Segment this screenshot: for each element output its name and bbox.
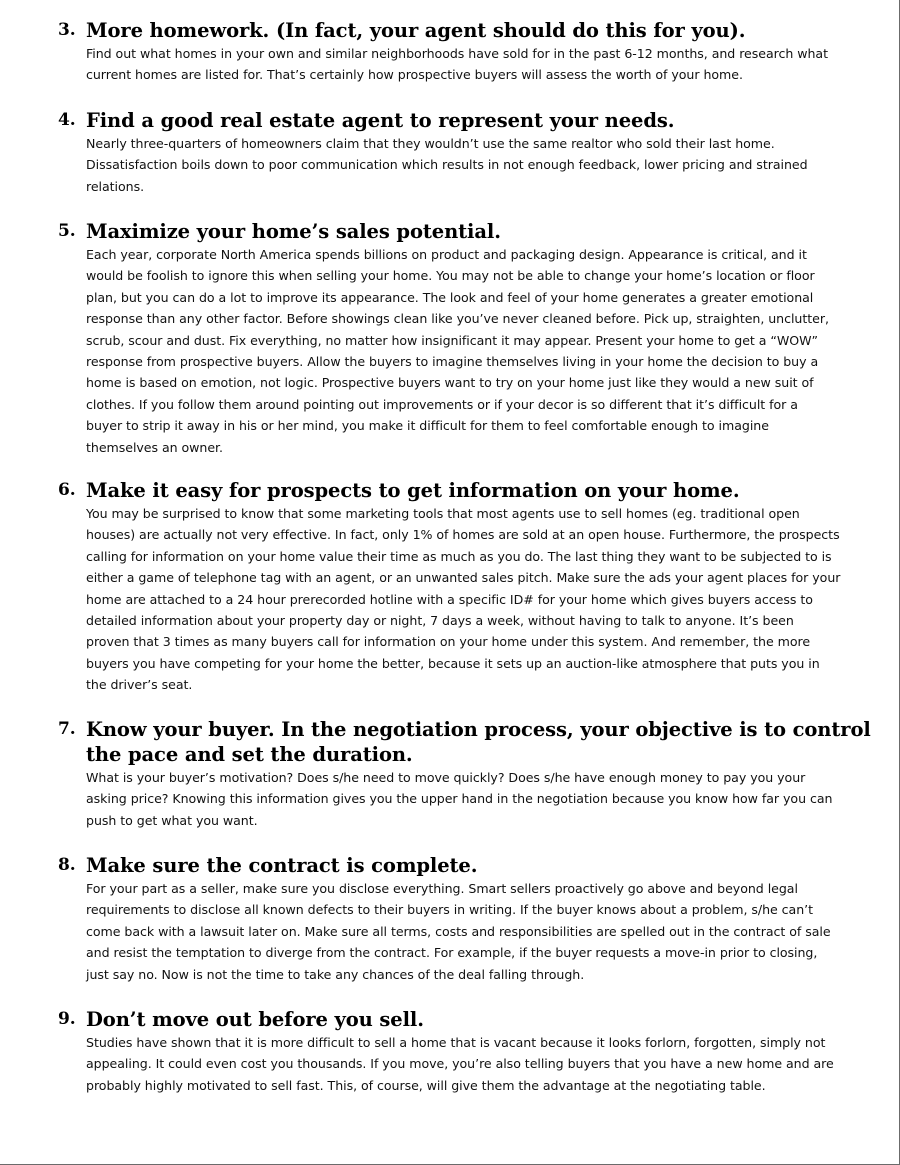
tip-6 (58, 478, 878, 696)
tip-title: Don’t move out before you sell. (86, 1008, 424, 1031)
body-line: home is based on emotion, not logic. Prospective buyers want to try on your home just like they would a new suit of (86, 375, 814, 391)
tip-number: 9. (58, 1009, 76, 1029)
tip-heading (58, 18, 878, 43)
tip-number: 8. (58, 855, 76, 875)
body-line: scrub, scour and dust. Fix everything, no matter how insignificant it may appear. Present your home to get a “WOW” (86, 332, 818, 348)
tip-body (86, 133, 878, 197)
body-line: Each year, corporate North America spends billions on product and packaging design. Appearance is critical, and it (86, 247, 807, 262)
tip-body (86, 244, 878, 458)
body-line: the driver’s seat. (86, 677, 193, 693)
tip-title: Know your buyer. In the negotiation process, your objective is to control the pace and set the duration. (86, 718, 871, 766)
body-line: relations. (86, 178, 145, 194)
body-line: buyer to strip it away in his or her mind, you make it difficult for them to feel comfortable enough to imagine (86, 418, 769, 434)
tip-number: 6. (58, 480, 76, 500)
tip-heading (58, 108, 878, 133)
body-line: Studies have shown that it is more difficult to sell a home that is vacant because it looks forlorn, forgotten, simply not (86, 1035, 826, 1050)
tip-title: Make it easy for prospects to get information on your home. (86, 479, 740, 502)
body-line: home are attached to a 24 hour prerecorded hotline with a specific ID# for your home which gives buyers access to (86, 591, 813, 607)
body-line: appealing. It could even cost you thousands. If you move, you’re also telling buyers that you have a new home and are (86, 1056, 834, 1072)
tip-body (86, 1032, 878, 1096)
body-line: You may be surprised to know that some marketing tools that most agents use to sell homes (eg. traditional open (86, 506, 800, 521)
body-line: clothes. If you follow them around pointing out improvements or if your decor is so different that it’s difficult for a (86, 396, 798, 412)
body-line: push to get what you want. (86, 812, 258, 828)
tip-8 (58, 853, 878, 985)
tip-body (86, 503, 878, 696)
tip-heading (58, 853, 878, 878)
body-line: would be foolish to ignore this when selling your home. You may not be able to change your home’s location or floor (86, 268, 815, 284)
tip-body (86, 767, 878, 831)
body-line: themselves an owner. (86, 439, 223, 455)
body-line: calling for information on your home value their time as much as you do. The last thing they want to be subjected to is (86, 548, 832, 564)
tip-heading (58, 717, 878, 767)
tip-title: Make sure the contract is complete. (86, 854, 478, 877)
tip-number: 3. (58, 20, 76, 40)
tip-title: Maximize your home’s sales potential. (86, 220, 501, 243)
body-line: What is your buyer’s motivation? Does s/he need to move quickly? Does s/he have enough money to pay you your (86, 770, 806, 785)
tip-number: 4. (58, 110, 76, 130)
tip-body (86, 878, 878, 985)
tip-heading (58, 1007, 878, 1032)
body-line: response from prospective buyers. Allow the buyers to imagine themselves living in your home the decision to buy a (86, 354, 819, 370)
body-line: either a game of telephone tag with an agent, or an unwanted sales pitch. Make sure the ads your agent places for your (86, 570, 841, 586)
tip-number: 7. (58, 719, 76, 739)
body-line: probably highly motivated to sell fast. This, of course, will give them the advantage at the negotiating table. (86, 1077, 766, 1093)
body-line: response than any other factor. Before showings clean like you’ve never cleaned before. Pick up, straighten, unclutter, (86, 311, 829, 327)
body-line: proven that 3 times as many buyers call for information on your home under this system. And remember, the more (86, 634, 811, 650)
body-line: For your part as a seller, make sure you disclose everything. Smart sellers proactively go above and beyond legal (86, 881, 798, 896)
tip-7 (58, 717, 878, 831)
body-line: plan, but you can do a lot to improve its appearance. The look and feel of your home generates a greater emotional (86, 289, 814, 305)
body-line: Find out what homes in your own and similar neighborhoods have sold for in the past 6-12 months, and research what (86, 46, 828, 61)
body-line: Nearly three-quarters of homeowners claim that they wouldn’t use the same realtor who sold their last home. (86, 136, 775, 151)
tip-title: Find a good real estate agent to represent your needs. (86, 109, 675, 132)
tip-heading (58, 219, 878, 244)
tip-heading (58, 478, 878, 503)
body-line: current homes are listed for. That’s certainly how prospective buyers will assess the worth of your home. (86, 67, 743, 83)
body-line: buyers you have competing for your home the better, because it sets up an auction-like atmosphere that puts you in (86, 655, 820, 671)
tip-body (86, 43, 878, 86)
tip-number: 5. (58, 221, 76, 241)
tip-4 (58, 108, 878, 197)
tip-9 (58, 1007, 878, 1096)
body-line: and resist the temptation to diverge from the contract. For example, if the buyer requests a move-in prior to closing, (86, 945, 818, 961)
body-line: asking price? Knowing this information gives you the upper hand in the negotiation because you know how far you can (86, 791, 833, 807)
body-line: requirements to disclose all known defects to their buyers in writing. If the buyer knows about a problem, s/he can’t (86, 902, 813, 918)
tip-5 (58, 219, 878, 458)
tip-title: More homework. (In fact, your agent should do this for you). (86, 19, 746, 42)
body-line: houses) are actually not very effective. In fact, only 1% of homes are sold at an open house. Furthermore, the prospects (86, 527, 840, 543)
body-line: come back with a lawsuit later on. Make sure all terms, costs and responsibilities are spelled out in the contract of sale (86, 923, 831, 939)
body-line: just say no. Now is not the time to take any chances of the deal falling through. (86, 966, 585, 982)
body-line: Dissatisfaction boils down to poor communication which results in not enough feedback, lower pricing and strained (86, 157, 808, 173)
tip-3 (58, 18, 878, 86)
body-line: detailed information about your property day or night, 7 days a week, without having to talk to anyone. It’s been (86, 613, 794, 629)
